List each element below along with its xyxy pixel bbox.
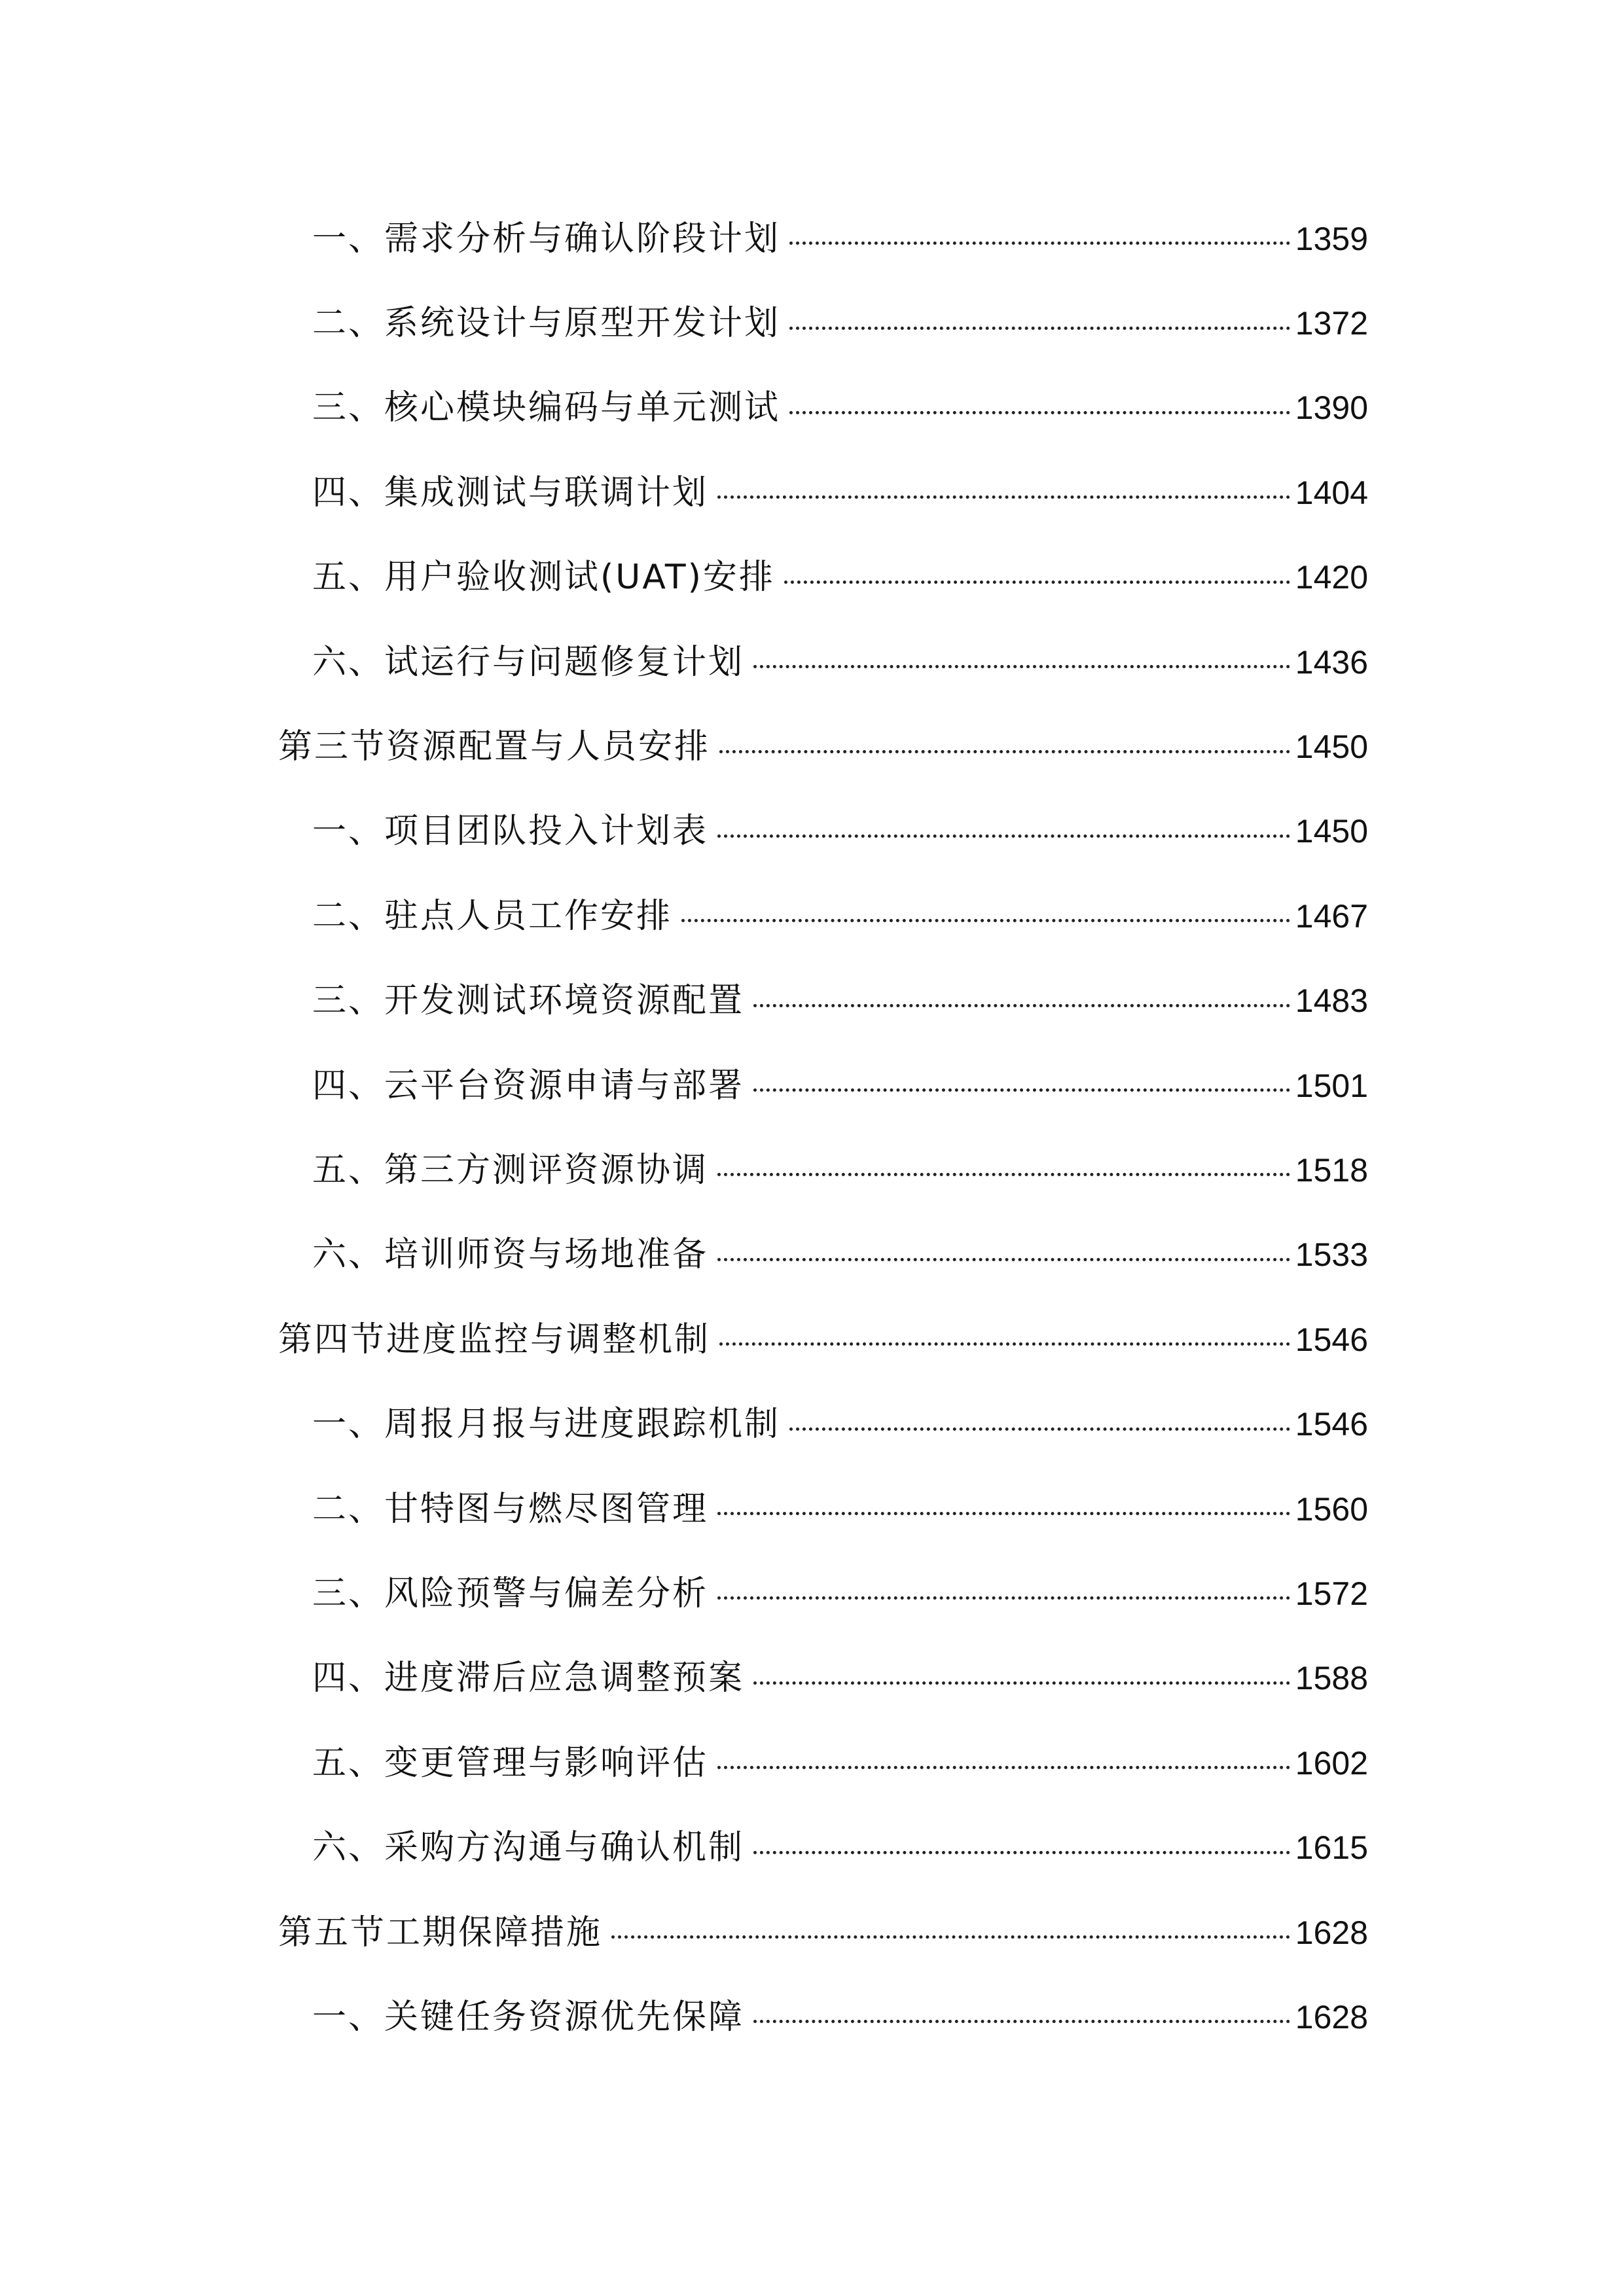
toc-entry-title: 四、集成测试与联调计划 [312, 473, 709, 512]
toc-entry-title: 六、培训师资与场地准备 [312, 1235, 709, 1275]
toc-entry-title: 二、甘特图与燃尽图管理 [312, 1489, 709, 1529]
toc-entry[interactable] [278, 450, 1368, 535]
toc-entry[interactable] [278, 1382, 1368, 1466]
toc-entry-page: 1450 [1295, 813, 1368, 850]
toc-entry[interactable] [278, 281, 1368, 365]
toc-entry[interactable] [278, 535, 1368, 620]
dot-leader [717, 1173, 1290, 1176]
toc-entry-title: 一、周报月报与进度跟踪机制 [312, 1405, 781, 1444]
toc-entry-title: 二、系统设计与原型开发计划 [312, 304, 781, 344]
toc-entry-title: 四、进度滞后应急调整预案 [312, 1659, 745, 1698]
dot-leader [753, 2020, 1290, 2023]
dot-leader [753, 665, 1290, 668]
toc-entry-title: 四、云平台资源申请与部署 [312, 1066, 745, 1105]
dot-leader [753, 1681, 1290, 1685]
dot-leader [789, 327, 1290, 330]
toc-entry-page: 1572 [1295, 1575, 1368, 1612]
toc-entry-page: 1359 [1295, 220, 1368, 257]
toc-entry-title: 二、驻点人员工作安排 [312, 896, 673, 936]
toc-entry-page: 1615 [1295, 1829, 1368, 1867]
dot-leader [719, 750, 1290, 753]
toc-entry-page: 1372 [1295, 305, 1368, 342]
toc-entry[interactable] [278, 1213, 1368, 1297]
dot-leader [717, 1258, 1290, 1261]
dot-leader [717, 1512, 1290, 1515]
dot-leader [717, 834, 1290, 838]
toc-entry-page: 1390 [1295, 389, 1368, 427]
toc-entry[interactable] [278, 1805, 1368, 1890]
toc-entry-page: 1546 [1295, 1321, 1368, 1358]
dot-leader [719, 1342, 1290, 1346]
toc-entry-page: 1450 [1295, 728, 1368, 766]
toc-entry-page: 1602 [1295, 1744, 1368, 1782]
dot-leader [717, 1766, 1290, 1769]
toc-entry[interactable] [278, 1975, 1368, 2059]
toc-entry[interactable] [278, 874, 1368, 958]
toc-entry-page: 1404 [1295, 474, 1368, 511]
toc-entry-title: 三、风险预警与偏差分析 [312, 1573, 709, 1613]
toc-entry[interactable] [278, 1128, 1368, 1212]
toc-entry-title: 第三节资源配置与人员安排 [278, 727, 711, 767]
toc-entry-title: 五、用户验收测试(UAT)安排 [312, 558, 775, 598]
toc-entry[interactable] [278, 1467, 1368, 1551]
toc-entry-page: 1546 [1295, 1406, 1368, 1443]
toc-entry[interactable] [278, 1043, 1368, 1128]
toc-entry-page: 1588 [1295, 1660, 1368, 1697]
toc-entry-page: 1501 [1295, 1067, 1368, 1104]
toc-entry-title: 六、采购方沟通与确认机制 [312, 1828, 745, 1868]
dot-leader [611, 1935, 1290, 1939]
table-of-contents [278, 196, 1368, 2060]
dot-leader [789, 411, 1290, 414]
toc-entry-title: 第五节工期保障措施 [278, 1912, 603, 1952]
dot-leader [753, 1004, 1290, 1007]
toc-section-heading[interactable] [278, 704, 1368, 789]
dot-leader [753, 1088, 1290, 1092]
toc-entry-page: 1483 [1295, 982, 1368, 1020]
toc-entry-title: 一、关键任务资源优先保障 [312, 1997, 745, 2037]
dot-leader [717, 1596, 1290, 1600]
dot-leader [681, 919, 1290, 922]
toc-entry[interactable] [278, 789, 1368, 874]
toc-entry[interactable] [278, 620, 1368, 704]
dot-leader [789, 1427, 1290, 1431]
toc-entry-title: 第四节进度监控与调整机制 [278, 1319, 711, 1359]
toc-entry-title: 一、项目团队投入计划表 [312, 812, 709, 852]
toc-entry-page: 1467 [1295, 897, 1368, 935]
toc-entry[interactable] [278, 196, 1368, 281]
toc-entry-title: 一、需求分析与确认阶段计划 [312, 219, 781, 259]
toc-entry-page: 1560 [1295, 1490, 1368, 1528]
dot-leader [717, 495, 1290, 499]
dot-leader [784, 581, 1290, 584]
toc-entry-title: 三、开发测试环境资源配置 [312, 981, 745, 1021]
toc-entry-title: 六、试运行与问题修复计划 [312, 642, 745, 682]
dot-leader [753, 1851, 1290, 1854]
toc-entry-title: 五、变更管理与影响评估 [312, 1743, 709, 1783]
toc-entry-page: 1518 [1295, 1151, 1368, 1189]
toc-entry-page: 1533 [1295, 1236, 1368, 1274]
toc-entry[interactable] [278, 1721, 1368, 1805]
toc-entry[interactable] [278, 1551, 1368, 1636]
toc-entry-page: 1420 [1295, 559, 1368, 596]
toc-entry-page: 1628 [1295, 1914, 1368, 1951]
toc-entry-title: 五、第三方测评资源协调 [312, 1150, 709, 1190]
toc-entry-page: 1628 [1295, 1998, 1368, 2036]
toc-section-heading[interactable] [278, 1297, 1368, 1382]
toc-entry-page: 1436 [1295, 643, 1368, 681]
toc-section-heading[interactable] [278, 1890, 1368, 1975]
dot-leader [789, 242, 1290, 245]
toc-entry[interactable] [278, 959, 1368, 1043]
toc-entry[interactable] [278, 1636, 1368, 1721]
toc-entry-title: 三、核心模块编码与单元测试 [312, 388, 781, 428]
toc-entry[interactable] [278, 366, 1368, 450]
